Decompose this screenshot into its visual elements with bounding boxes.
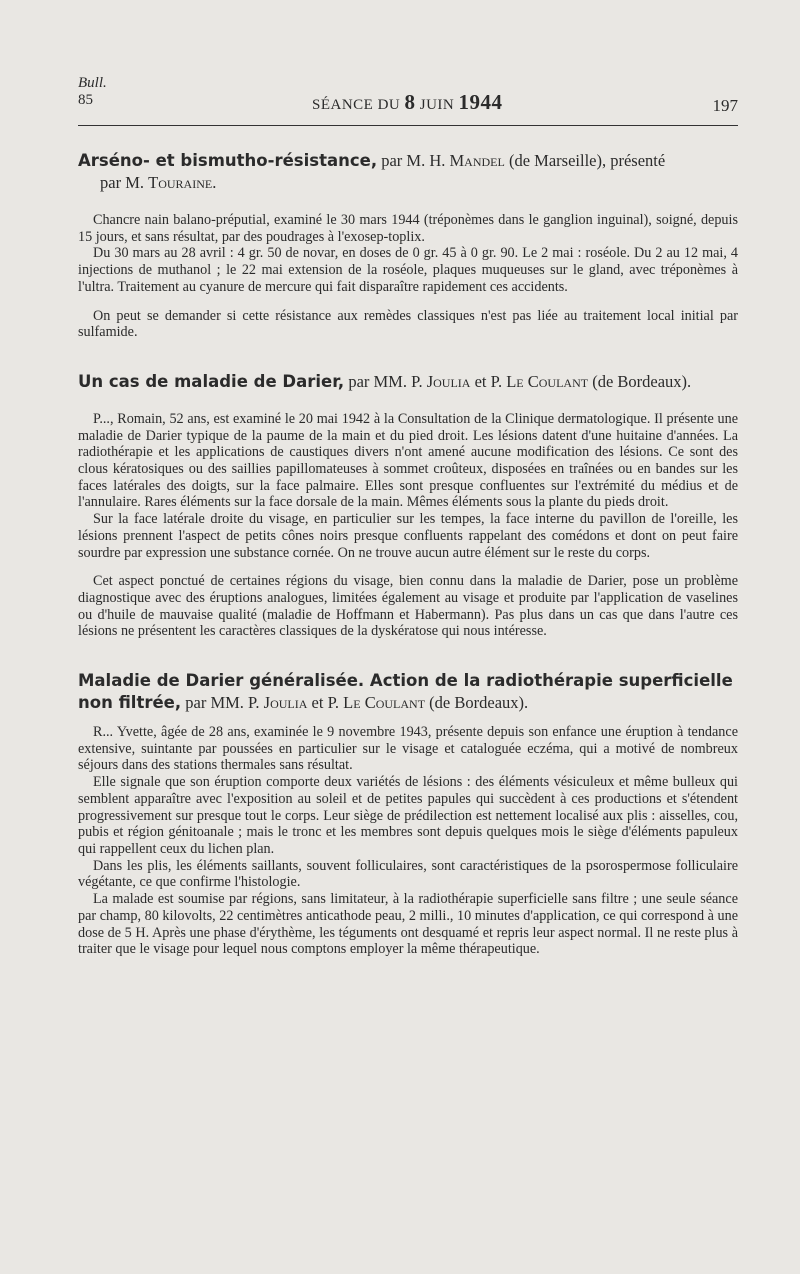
paragraph: La malade est soumise par régions, sans limitateur, à la radiothérapie superficielle sans filtre ; une seule séance par champ, 80 kilovolts, 22 centimètres anticathode peau, 2 milli., 10 minutes d'application, ce qui correspond à une dose de 5 H. Après une phase d'érythème, les téguments ont desquamé et repris leur aspect normal. Il ne reste plus à traiter que le visage pour lequel nous comptons employer la même thérapeutique. — [78, 891, 738, 958]
main-content — [78, 150, 738, 980]
byline-text: par M. — [100, 173, 149, 192]
paragraph: On peut se demander si cette résistance aux remèdes classiques n'est pas liée au traitement local initial par sulfamide. — [78, 307, 738, 341]
author-name: Le Coulant — [506, 371, 589, 391]
running-head-prefix: SÉANCE DU — [312, 97, 401, 113]
article-title — [78, 371, 738, 393]
article-2 — [78, 371, 738, 640]
byline-line-2 — [78, 172, 738, 194]
byline-text: et P. — [470, 371, 507, 391]
paragraph: Chancre nain balano-préputial, examiné le 30 mars 1944 (tréponèmes dans le ganglion inguinal), soigné, depuis 15 jours, et sans résultat, par des poudrages à l'exosep-toplix. — [78, 212, 738, 245]
byline-text: par M. H. — [377, 151, 450, 170]
paragraph: R... Yvette, âgée de 28 ans, examinée le 9 novembre 1943, présente depuis son enfance une éruption à tendance extensive, suintante par poussées en particulier sur le visage et cataloguée eczéma, qui a motivé de nombreux séjours dans des stations thermales sans résultat. — [78, 724, 738, 774]
article-1 — [78, 150, 738, 341]
author-name: Le Coulant — [343, 693, 426, 713]
page-number-right: 197 — [712, 96, 738, 115]
article-title — [78, 150, 738, 194]
running-head — [312, 90, 503, 115]
paragraph: Du 30 mars au 28 avril : 4 gr. 50 de novar, en doses de 0 gr. 45 à 0 gr. 90. Le 2 mai : roséole. Du 2 au 12 mai, 4 injections de muthanol ; le 22 mai extension de la roséole, plaques muqueuses sur le gland, avec tréponèmes à l'ultra. Traitement au cyanure de mercure qui fait disparaître rapidement ces accidents. — [78, 245, 738, 295]
author-name: Joulia — [426, 371, 471, 391]
article-3 — [78, 670, 738, 958]
byline-text: par MM. P. — [344, 371, 427, 391]
author-name: Joulia — [263, 693, 308, 713]
article-title — [78, 670, 738, 714]
byline-text: . — [212, 173, 217, 192]
paragraph: Cet aspect ponctué de certaines régions du visage, bien connu dans la maladie de Darier, pose un problème diagnostique avec des éruptions analogues, limitées également au visage et produite par l'application de vaselines ou d'huile de mauvaise qualité (maladie de Hoffmann et Habermann). Pas plus dans un cas que dans l'autre ces lésions ne présentent les caractères classiques de la dyskératose qui nous intéresse. — [78, 573, 738, 640]
title-text: Maladie de Darier généralisée. Action de la radiothérapie superficielle non filtrée, — [78, 671, 733, 713]
title-text: Arséno- et bismutho-résistance, — [78, 151, 378, 170]
byline-text: (de Bordeaux). — [588, 371, 692, 391]
byline-text: (de Bordeaux). — [425, 693, 529, 713]
page-header — [78, 90, 738, 116]
running-head-year: 1944 — [458, 90, 503, 114]
byline-text: par MM. P. — [181, 693, 264, 713]
author-name: Touraine — [148, 173, 213, 192]
running-head-month: JUIN — [419, 97, 455, 113]
paragraph: Sur la face latérale droite du visage, en particulier sur les tempes, la face interne du pavillon de l'oreille, les lésions prennent l'aspect de petits cônes noirs presque confluents rappelant des comédons et dont on peut faire sourdre par expression une substance cornée. On ne trouve aucun autre élément sur le reste du corps. — [78, 511, 738, 561]
paragraph: Dans les plis, les éléments saillants, souvent folliculaires, sont caractéristiques de la psorospermose folliculaire végétante, ce que confirme l'histologie. — [78, 857, 738, 891]
author-name: Mandel — [449, 151, 505, 170]
header-rule — [78, 125, 738, 126]
paragraph: Elle signale que son éruption comporte deux variétés de lésions : des éléments vésiculeux et même bulleux qui semblent apparaître avec l'exposition au soleil et de petites papules qui succèdent à ces productions et s'étendent progressivement sur presque tout le corps. Leur siège de prédilection est nettement localisé aux plis : aisselles, cou, pubis et région génitoanale ; mais le tronc et les membres sont depuis quelques mois le siège d'éléments papuleux qui rappellent ceux du lichen plan. — [78, 774, 738, 857]
page-number-left: 85 — [78, 92, 93, 108]
byline-text: et P. — [307, 693, 344, 713]
title-text: Un cas de maladie de Darier, — [78, 371, 345, 391]
byline-text: (de Marseille), présenté — [504, 151, 666, 170]
paragraph: P..., Romain, 52 ans, est examiné le 20 mai 1942 à la Consultation de la Clinique dermatologique. Il présente une maladie de Darier typique de la paume de la main et du pied droit. Les lésions datent d'une huitaine d'années. La radiothérapie et les applications de caustiques divers n'ont amené aucune modification des lésions. Ce sont des clous kératosiques ou des saillies papillomateuses à sommet croûteux, disposées en traînées ou en bandes sur les faces latérales des doigts, sur la face palmaire. Elles sont presque confluentes sur l'extrémité du médius et de l'annulaire. Rares éléments sur la face dorsale de la main. Mêmes éléments sous la plante du pieds droit. — [78, 410, 738, 511]
running-head-day: 8 — [404, 90, 416, 114]
journal-abbrev: Bull. — [78, 75, 107, 91]
